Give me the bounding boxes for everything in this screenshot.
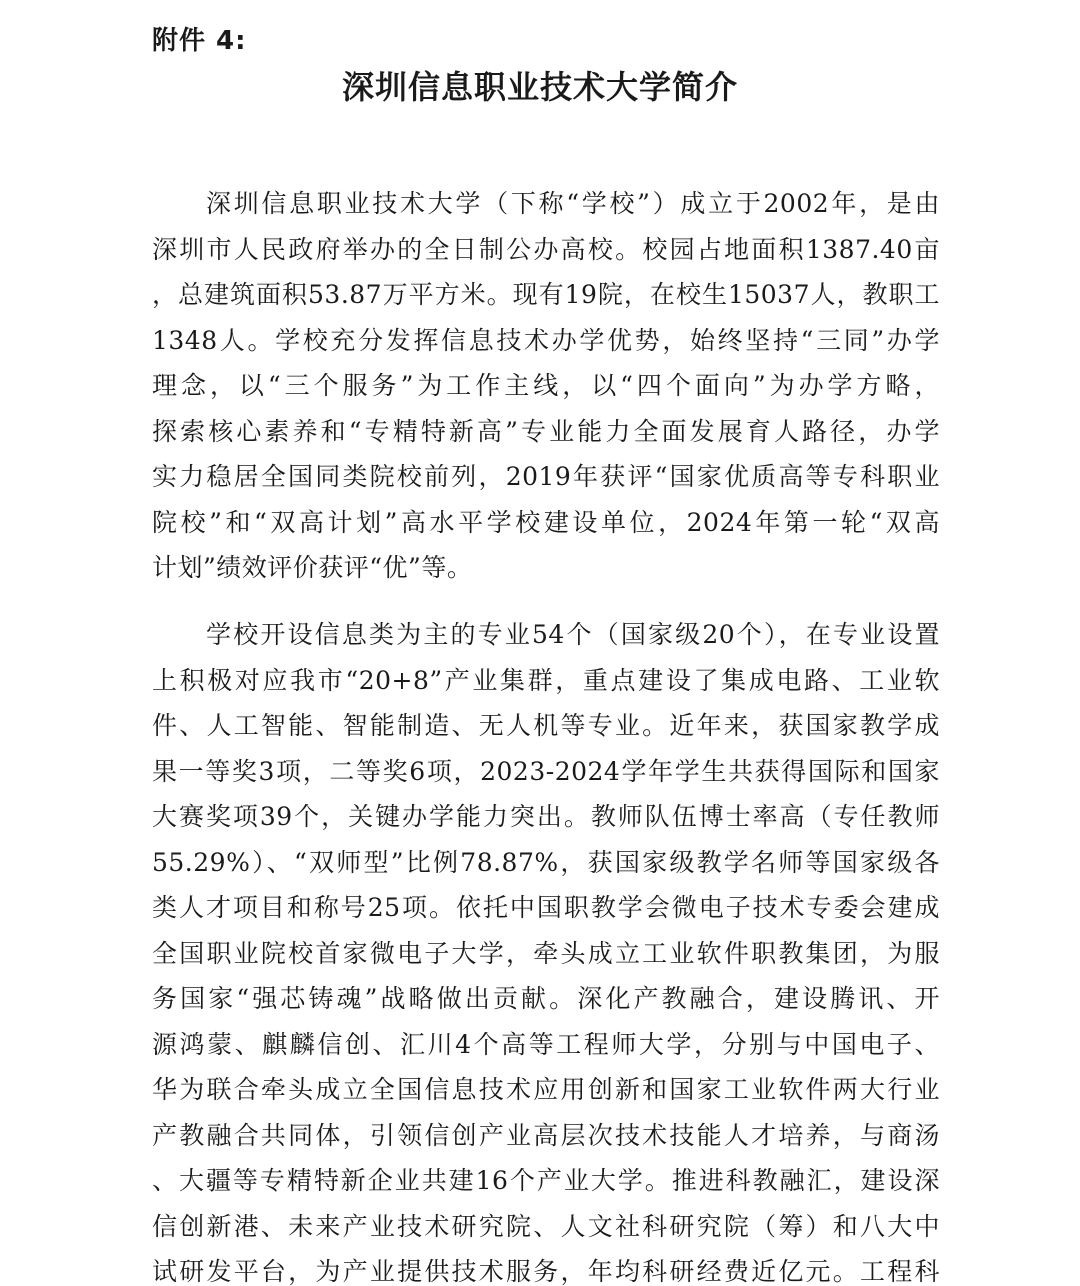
- attachment-label: 附件 4:: [152, 26, 247, 56]
- text-line: 深圳信息职业技术大学（下称“学校”）成立于2002年，是由: [206, 189, 940, 218]
- paragraph-1: [152, 181, 940, 591]
- text-line: 实力稳居全国同类院校前列，2019年获评“国家优质高等专科职业: [152, 462, 940, 491]
- text-line: 理念，以“三个服务”为工作主线，以“四个面向”为办学方略，: [152, 371, 940, 400]
- text-line: 信创新港、未来产业技术研究院、人文社科研究院（筹）和八大中: [152, 1211, 940, 1241]
- text-line: 源鸿蒙、麒麟信创、汇川4个高等工程师大学，分别与中国电子、: [152, 1029, 940, 1059]
- paragraph-2: [152, 612, 940, 1286]
- document-title: 深圳信息职业技术大学简介: [341, 68, 738, 106]
- text-line: 华为联合牵头成立全国信息技术应用创新和国家工业软件两大行业: [152, 1075, 940, 1104]
- text-line: 55.29%）、“双师型”比例78.87%，获国家级教学名师等国家级各: [152, 847, 940, 877]
- text-line: 计划”绩效评价获评“优”等。: [152, 553, 473, 582]
- text-line: 探索核心素养和“专精特新高”专业能力全面发展育人路径，办学: [152, 416, 940, 446]
- text-line: 务国家“强芯铸魂”战略做出贡献。深化产教融合，建设腾讯、开: [152, 984, 940, 1013]
- text-line: 类人才项目和称号25项。依托中国职教学会微电子技术专委会建成: [152, 893, 940, 922]
- text-line: 深圳市人民政府举办的全日制公办高校。校园占地面积1387.40亩: [152, 234, 940, 264]
- text-line: 件、人工智能、智能制造、无人机等专业。近年来，获国家教学成: [152, 711, 940, 740]
- text-line: 院校”和“双高计划”高水平学校建设单位，2024年第一轮“双高: [152, 507, 940, 537]
- text-line: 上积极对应我市“20+8”产业集群，重点建设了集成电路、工业软: [152, 665, 940, 695]
- text-line: 果一等奖3项，二等奖6项，2023-2024学年学生共获得国际和国家: [152, 756, 940, 786]
- text-line: 学校开设信息类为主的专业54个（国家级20个），在专业设置: [206, 620, 940, 649]
- text-line: 1348人。学校充分发挥信息技术办学优势，始终坚持“三同”办学: [152, 325, 940, 355]
- text-line: 全国职业院校首家微电子大学，牵头成立工业软件职教集团，为服: [152, 938, 940, 968]
- text-line: 、大疆等专精特新企业共建16个产业大学。推进科教融汇，建设深: [152, 1166, 940, 1195]
- text-line: ，总建筑面积53.87万平方米。现有19院，在校生15037人，教职工: [152, 280, 940, 309]
- text-line: 产教融合共同体，引领信创产业高层次技术技能人才培养，与商汤: [152, 1120, 940, 1150]
- text-line: 试研发平台，为产业提供技术服务，年均科研经费近亿元。工程科: [152, 1257, 940, 1286]
- text-line: 大赛奖项39个，关键办学能力突出。教师队伍博士率高（专任教师: [152, 802, 940, 831]
